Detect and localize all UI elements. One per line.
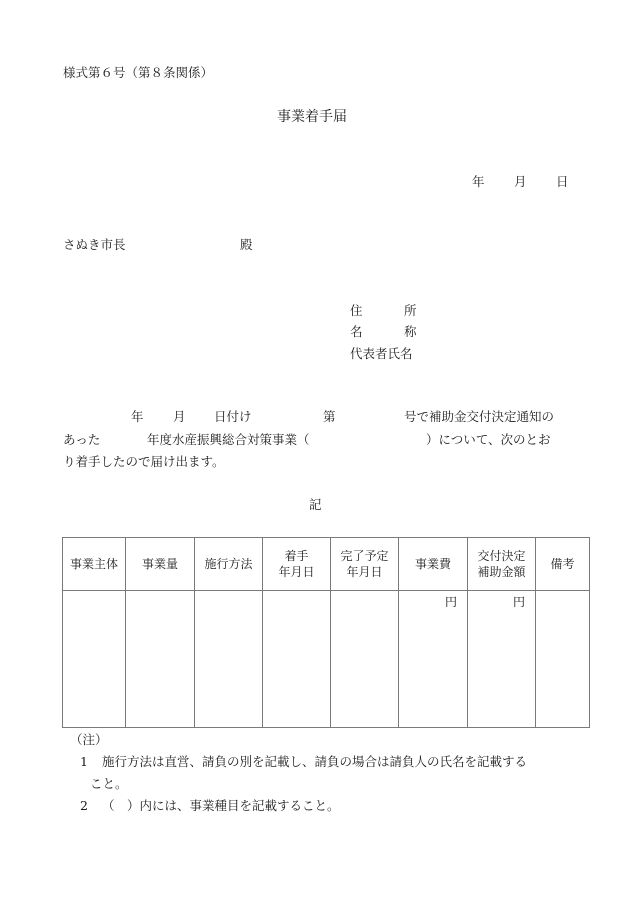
cell-project-entity[interactable]: [63, 591, 126, 728]
body-line2-head: あった: [63, 432, 101, 447]
addressee-honorific: 殿: [240, 237, 253, 252]
note-number: 2: [80, 798, 88, 813]
table-row: [63, 591, 590, 728]
document-title: 事業着手届: [277, 109, 347, 125]
address-label-a: 住: [350, 303, 363, 318]
date-day-label: 日: [556, 174, 569, 189]
header-remarks: 備考: [536, 538, 590, 591]
cell-subsidy-amount[interactable]: 円: [468, 591, 536, 728]
note-item-2: [80, 800, 339, 813]
note-item-1-continuation: こと。: [90, 776, 128, 791]
date-year-label: 年: [472, 174, 485, 189]
address-label-b: 所: [404, 303, 417, 318]
note-item-1: [80, 756, 527, 769]
header-subsidy-amount: 交付決定 補助金額: [468, 538, 536, 591]
project-table: [62, 537, 590, 728]
body-line3: り着手したので届け出ます。: [63, 454, 225, 469]
body-line2-mid: 年度水産振興総合対策事業（: [147, 432, 310, 447]
body-line2-tail: ）について、次のとお: [426, 432, 551, 447]
cell-remarks[interactable]: [536, 591, 590, 728]
notes-heading: （注）: [70, 732, 108, 747]
form-number: 様式第６号（第８条関係）: [63, 65, 214, 80]
cell-project-cost[interactable]: 円: [399, 591, 468, 728]
name-label-b: 称: [404, 324, 417, 339]
cell-start-date[interactable]: [263, 591, 331, 728]
body-dai: 第: [323, 409, 336, 424]
header-project-volume: 事業量: [126, 538, 195, 591]
ki-heading: 記: [309, 497, 322, 512]
header-project-cost: 事業費: [399, 538, 468, 591]
note-text: （ ）内には、事業種目を記載すること。: [101, 798, 340, 813]
header-project-entity: 事業主体: [63, 538, 126, 591]
body-day: 日付け: [214, 409, 252, 424]
addressee-name: さぬき市長: [63, 237, 126, 252]
date-month-label: 月: [514, 174, 527, 189]
body-line1-tail: 号で補助金交付決定通知の: [404, 409, 555, 424]
name-label-a: 名: [350, 324, 363, 339]
note-number: 1: [80, 754, 88, 769]
header-start-date: 着手 年月日: [263, 538, 331, 591]
table-header-row: [63, 538, 590, 591]
note-text: 施行方法は直営、請負の別を記載し、請負の場合は請負人の氏名を記載する: [101, 754, 527, 769]
cell-project-volume[interactable]: [126, 591, 195, 728]
representative-label: 代表者氏名: [350, 346, 413, 361]
body-year: 年: [131, 409, 144, 424]
body-month: 月: [173, 409, 186, 424]
header-completion-date: 完了予定 年月日: [331, 538, 399, 591]
cell-construction-method[interactable]: [195, 591, 263, 728]
header-construction-method: 施行方法: [195, 538, 263, 591]
cell-completion-date[interactable]: [331, 591, 399, 728]
